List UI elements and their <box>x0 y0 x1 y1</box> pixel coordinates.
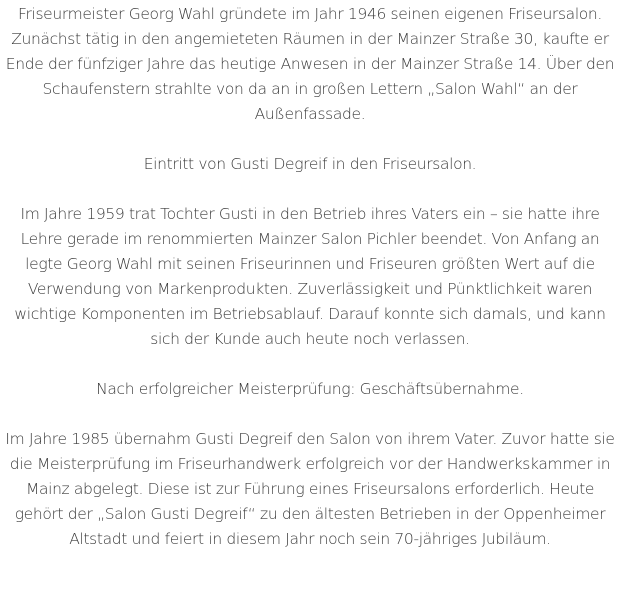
history-paragraph-gusti-entry: Im Jahre 1959 trat Tochter Gusti in den Betrieb ihres Vaters ein – sie hatte ihre Lehre gerade im renommierten Mainzer Salon Pichler beendet. Von Anfang an legte Georg Wahl mit seinen Friseurinnen und Friseuren größten Wert auf die Verwendung von Markenprodukten. Zuverlässigkeit und Pünktlichkeit waren wichtige Komponenten im Betriebsablauf. Darauf konnte sich damals, und kann sich der Kunde auch heute noch verlassen. <box>14 205 606 348</box>
spacer <box>4 177 616 202</box>
history-paragraph-founding: Friseurmeister Georg Wahl gründete im Jahr 1946 seinen eigenen Friseursalon. Zunächst tätig in den angemieteten Räumen in der Mainzer Straße 30, kaufte er Ende der fünfziger Jahre das heutige Anwesen in der Mainzer Straße 14. Über den Schaufenstern strahlte von da an in großen Lettern „Salon Wahl“ an der Außenfassade. <box>5 5 615 123</box>
spacer <box>4 127 616 152</box>
section-heading-takeover: Nach erfolgreicher Meisterprüfung: Geschäftsübernahme. <box>96 380 524 398</box>
spacer <box>4 402 616 427</box>
section-heading-gusti-entry: Eintritt von Gusti Degreif in den Friseursalon. <box>143 155 477 173</box>
spacer <box>4 352 616 377</box>
history-paragraph-takeover: Im Jahre 1985 übernahm Gusti Degreif den Salon von ihrem Vater. Zuvor hatte sie die Meisterprüfung im Friseurhandwerk erfolgreich vor der Handwerkskammer in Mainz abgelegt. Diese ist zur Führung eines Friseursalons erforderlich. Heute gehört der „Salon Gusti Degreif“ zu den ältesten Betrieben in der Oppenheimer Altstadt und feiert in diesem Jahr noch sein 70-jähriges Jubiläum. <box>5 430 615 548</box>
